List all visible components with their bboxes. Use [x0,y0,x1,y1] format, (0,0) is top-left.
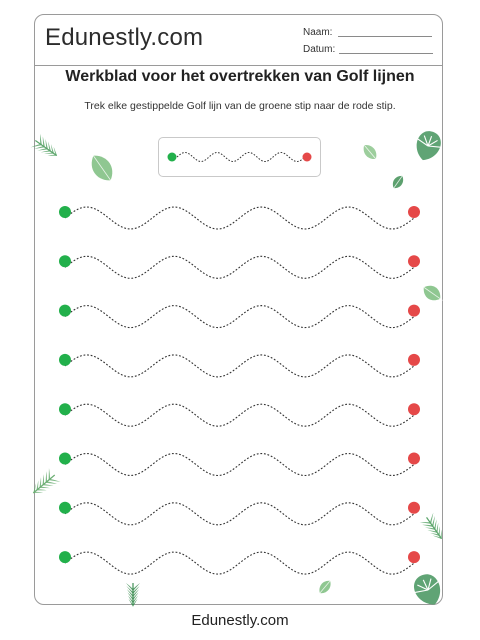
end-dot [408,453,420,465]
trace-line [59,502,420,525]
monstera-icon [412,128,445,164]
start-dot [59,403,71,415]
trace-line [59,403,420,426]
trace-line [59,453,420,476]
dotted-wave [65,355,414,377]
end-dot [408,403,420,415]
start-dot [59,305,71,317]
start-dot [59,354,71,366]
date-label: Datum: [303,44,336,55]
example-wave [168,153,312,162]
end-dot [408,305,420,317]
dotted-wave [65,207,414,229]
monstera-icon [410,570,447,610]
trace-lines [59,206,420,574]
dotted-wave [65,503,414,525]
worksheet-title: Werkblad voor het overtrekken van Golf lijnen [65,68,415,85]
fern-icon [126,583,140,607]
trace-line [59,255,420,278]
start-dot [59,502,71,514]
trace-line [59,305,420,328]
trace-line [59,354,420,377]
trace-line [59,551,420,574]
trace-line [59,206,420,229]
dotted-wave [65,306,414,328]
brand-title: Edunestly.com [45,24,204,51]
end-dot [408,354,420,366]
leaf-icon [86,151,120,188]
dotted-wave [65,454,414,476]
footer-brand: Edunestly.com [191,612,289,629]
end-dot [408,206,420,218]
end-dot [408,502,420,514]
leaf-icon [388,173,406,193]
fern-icon [28,468,61,500]
end-dot [408,255,420,267]
leaf-icon [314,578,333,598]
fern-icon [31,134,62,163]
dotted-wave [65,552,414,574]
start-dot [59,453,71,465]
example-wave-path [177,153,305,162]
start-dot [59,255,71,267]
fern-icon [420,513,449,544]
start-dot [59,551,71,563]
example-end-dot [303,153,312,162]
leaf-decorations [28,128,449,610]
name-label: Naam: [303,27,333,38]
leaf-icon [360,142,382,165]
example-start-dot [168,153,177,162]
end-dot [408,551,420,563]
worksheet-instruction: Trek elke gestippelde Golf lijn van de groene stip naar de rode stip. [84,100,396,112]
dotted-wave [65,404,414,426]
leaf-icon [420,282,447,306]
start-dot [59,206,71,218]
dotted-wave [65,256,414,278]
